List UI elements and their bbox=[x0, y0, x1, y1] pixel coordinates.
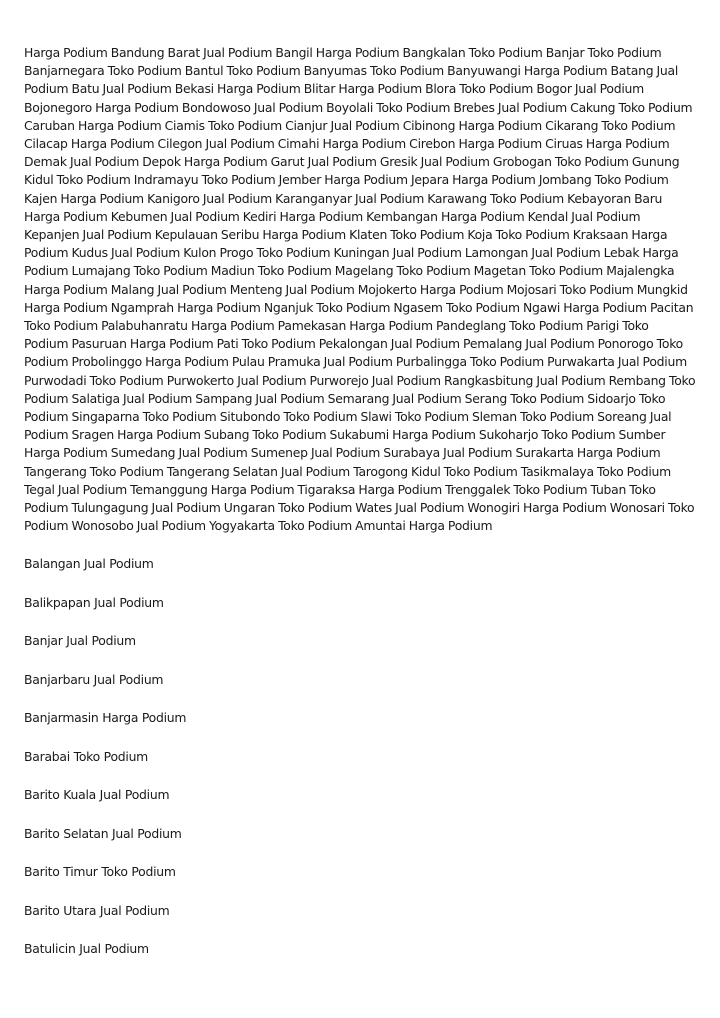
list-item-banjarmasin[interactable]: Banjarmasin Harga Podium bbox=[24, 710, 187, 726]
list-item-banjarbaru[interactable]: Banjarbaru Jual Podium bbox=[24, 671, 164, 687]
list-item-balikpapan[interactable]: Balikpapan Jual Podium bbox=[24, 594, 164, 610]
list-item-barabai[interactable]: Barabai Toko Podium bbox=[24, 748, 149, 764]
list-item-barito-kuala[interactable]: Barito Kuala Jual Podium bbox=[24, 787, 170, 803]
list-item-batulicin[interactable]: Batulicin Jual Podium bbox=[24, 941, 149, 957]
list-item-barito-utara[interactable]: Barito Utara Jual Podium bbox=[24, 902, 170, 918]
location-link-list bbox=[24, 555, 696, 958]
intro-paragraph: Harga Podium Bandung Barat Jual Podium Bangil Harga Podium Bangkalan Toko Podium Banjar Toko Podium Banjarnegara Toko Podium Bantul Toko Podium Banyumas Toko Podium Banyuwangi Harga Podium Batang Jual Podium Batu Jual Podium Bekasi Harga Podium Blitar Harga Podium Blora Toko Podium Bogor Jual Podium Bojonegoro Harga Podium Bondowoso Jual Podium Boyolali Toko Podium Brebes Jual Podium Cakung Toko Podium Caruban Harga Podium Ciamis Toko Podium Cianjur Jual Podium Cibinong Harga Podium Cikarang Toko Podium Cilacap Harga Podium Cilegon Jual Podium Cimahi Harga Podium Cirebon Harga Podium Ciruas Harga Podium Demak Jual Podium Depok Harga Podium Garut Jual Podium Gresik Jual Podium Grobogan Toko Podium Gunung Kidul Toko Podium Indramayu Toko Podium Jember Harga Podium Jepara Harga Podium Jombang Toko Podium Kajen Harga Podium Kanigoro Jual Podium Karanganyar Jual Podium Karawang Toko Podium Kebayoran Baru Harga Podium Kebumen Jual Podium Kediri Harga Podium Kembangan Harga Podium Kendal Jual Podium Kepanjen Jual Podium Kepulauan Seribu Harga Podium Klaten Toko Podium Koja Toko Podium Kraksaan Harga Podium Kudus Jual Podium Kulon Progo Toko Podium Kuningan Jual Podium Lamongan Jual Podium Lebak Harga Podium Lumajang Toko Podium Madiun Toko Podium Magelang Toko Podium Magetan Toko Podium Majalengka Harga Podium Malang Jual Podium Menteng Jual Podium Mojokerto Harga Podium Mojosari Toko Podium Mungkid Harga Podium Ngamprah Harga Podium Nganjuk Toko Podium Ngasem Toko Podium Ngawi Harga Podium Pacitan Toko Podium Palabuhanratu Harga Podium Pamekasan Harga Podium Pandeglang Toko Podium Parigi Toko Podium Pasuruan Harga Podium Pati Toko Podium Pekalongan Jual Podium Pemalang Jual Podium Ponorogo Toko Podium Probolinggo Harga Podium Pulau Pramuka Jual Podium Purbalingga Toko Podium Purwakarta Jual Podium Purwodadi Toko Podium Purwokerto Jual Podium Purworejo Jual Podium Rangkasbitung Jual Podium Rembang Toko Podium Salatiga Jual Podium Sampang Jual Podium Semarang Jual Podium Serang Toko Podium Sidoarjo Toko Podium Singaparna Toko Podium Situbondo Toko Podium Slawi Toko Podium Sleman Toko Podium Soreang Jual Podium Sragen Harga Podium Subang Toko Podium Sukabumi Harga Podium Sukoharjo Toko Podium Sumber Harga Podium Sumedang Jual Podium Sumenep Jual Podium Surabaya Jual Podium Surakarta Harga Podium Tangerang Toko Podium Tangerang Selatan Jual Podium Tarogong Kidul Toko Podium Tasikmalaya Toko Podium Tegal Jual Podium Temanggung Harga Podium Tigaraksa Harga Podium Trenggalek Toko Podium Tuban Toko Podium Tulungagung Jual Podium Ungaran Toko Podium Wates Jual Podium Wonogiri Harga Podium Wonosari Toko Podium Wonosobo Jual Podium Yogyakarta Toko Podium Amuntai Harga Podium bbox=[24, 45, 696, 534]
list-item-barito-timur[interactable]: Barito Timur Toko Podium bbox=[24, 864, 176, 880]
list-item-barito-selatan[interactable]: Barito Selatan Jual Podium bbox=[24, 825, 182, 841]
list-item-balangan[interactable]: Balangan Jual Podium bbox=[24, 556, 154, 572]
list-item-banjar[interactable]: Banjar Jual Podium bbox=[24, 633, 136, 649]
